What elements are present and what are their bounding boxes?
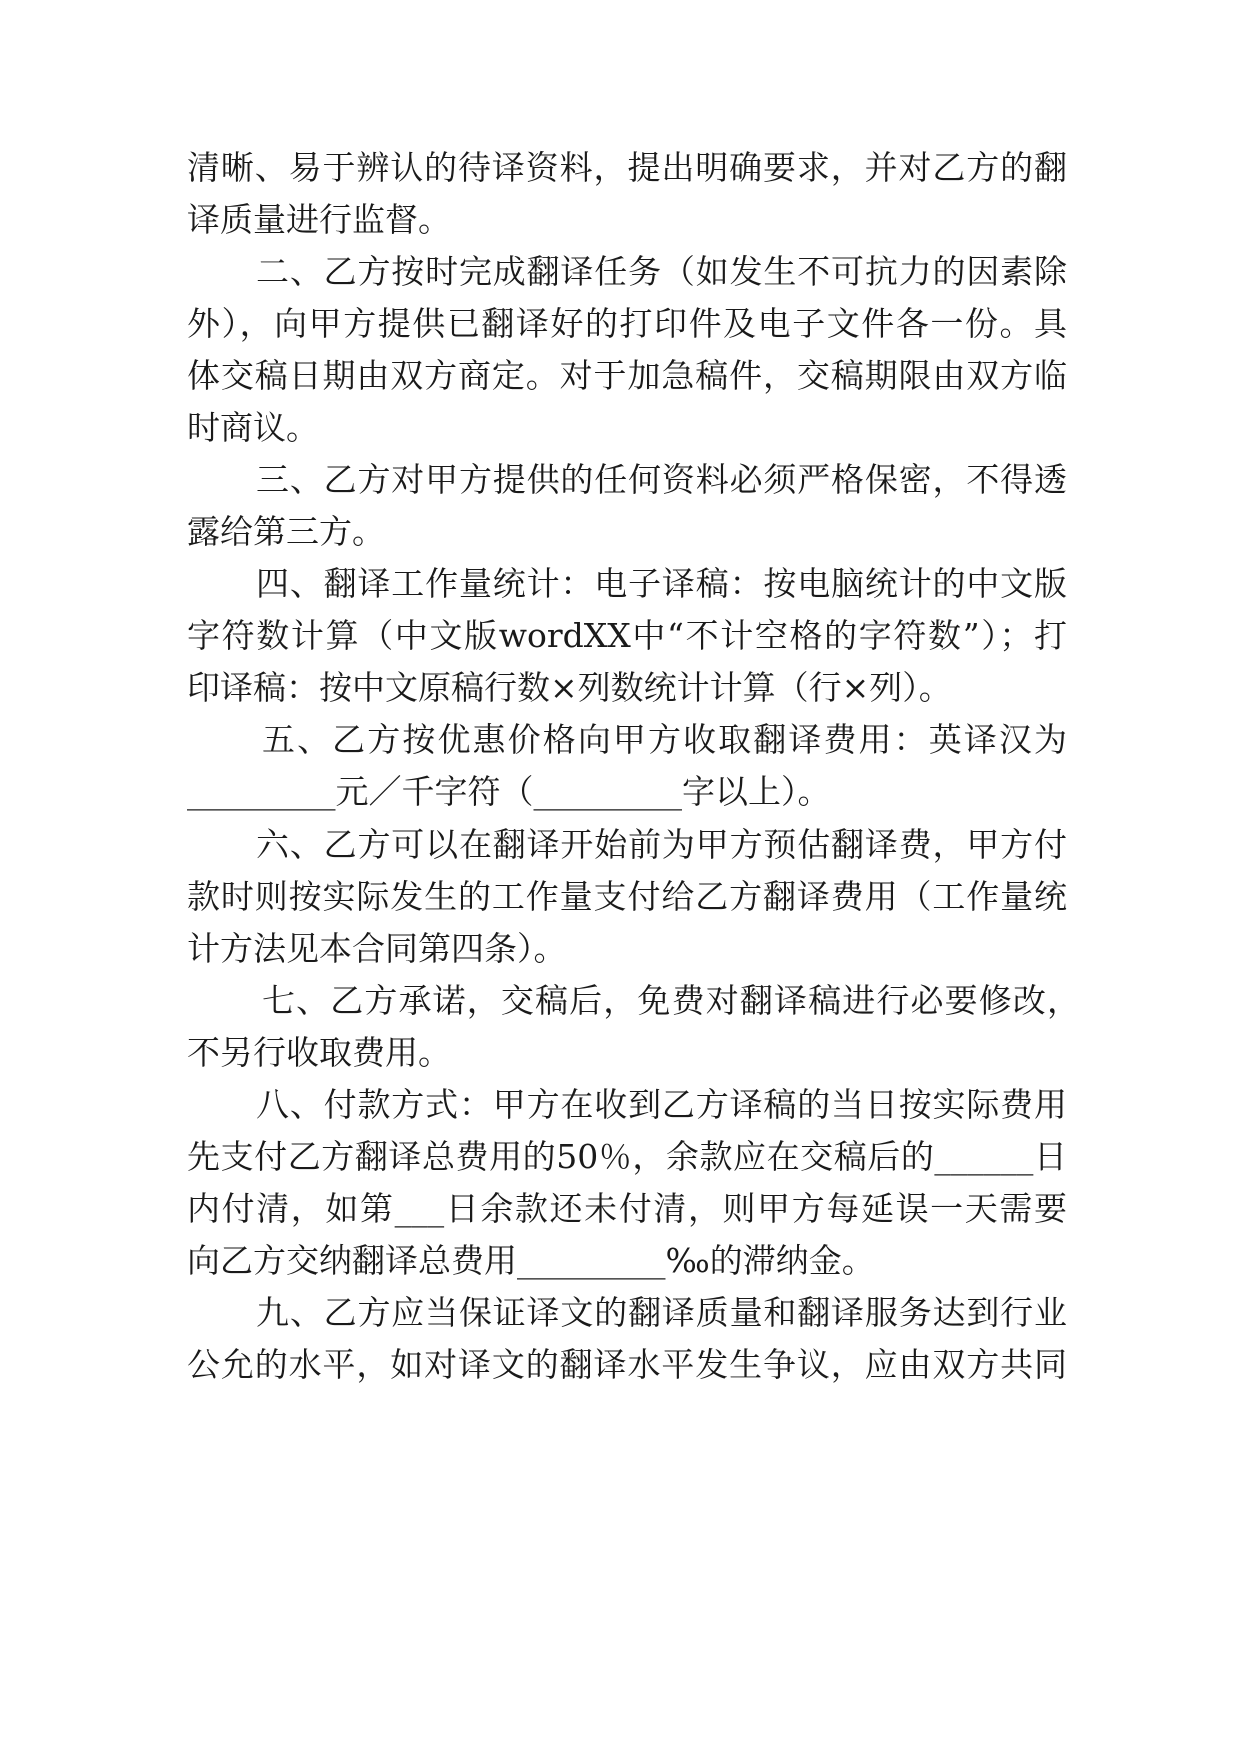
text-line: 时商议。 xyxy=(187,408,319,447)
text-line: 印译稿：按中文原稿行数×列数统计计算（行×列）。 xyxy=(187,668,952,707)
paragraph-6-start: 六、乙方可以在翻译开始前为甲方预估翻译费，甲方付 xyxy=(256,825,1067,864)
text-line: 不另行收取费用。 xyxy=(187,1033,451,1072)
text-line: 体交稿日期由双方商定。对于加急稿件，交稿期限由双方临 xyxy=(187,356,1067,395)
text-line: 字符数计算（中文版wordXX中“不计空格的字符数”）；打 xyxy=(187,616,1067,655)
paragraph-8-start: 八、付款方式：甲方在收到乙方译稿的当日按实际费用 xyxy=(256,1085,1067,1124)
paragraph-2-start: 二、乙方按时完成翻译任务（如发生不可抗力的因素除 xyxy=(256,252,1067,291)
paragraph-5-start: 五、乙方按优惠价格向甲方收取翻译费用：英译汉为 xyxy=(262,720,1067,759)
text-line: _________元／千字符（_________字以上）。 xyxy=(187,772,831,811)
paragraph-7-start: 七、乙方承诺，交稿后，免费对翻译稿进行必要修改， xyxy=(262,981,1080,1020)
text-line: 露给第三方。 xyxy=(187,512,385,551)
text-line: 译质量进行监督。 xyxy=(187,200,451,239)
text-line: 向乙方交纳翻译总费用_________‰的滞纳金。 xyxy=(187,1241,875,1280)
text-line: 公允的水平，如对译文的翻译水平发生争议，应由双方共同 xyxy=(187,1345,1067,1384)
text-line: 款时则按实际发生的工作量支付给乙方翻译费用（工作量统 xyxy=(187,877,1067,916)
paragraph-3-start: 三、乙方对甲方提供的任何资料必须严格保密，不得透 xyxy=(256,460,1067,499)
paragraph-9-start: 九、乙方应当保证译文的翻译质量和翻译服务达到行业 xyxy=(256,1293,1067,1332)
paragraph-4-start: 四、翻译工作量统计：电子译稿：按电脑统计的中文版 xyxy=(256,564,1067,603)
text-line: 计方法见本合同第四条）。 xyxy=(187,929,567,968)
text-line: 清晰、易于辨认的待译资料，提出明确要求，并对乙方的翻 xyxy=(187,148,1067,187)
text-line: 内付清，如第___日余款还未付清，则甲方每延误一天需要 xyxy=(187,1189,1067,1228)
text-line: 外），向甲方提供已翻译好的打印件及电子文件各一份。具 xyxy=(187,304,1067,343)
text-line: 先支付乙方翻译总费用的50％，余款应在交稿后的______日 xyxy=(187,1137,1067,1176)
